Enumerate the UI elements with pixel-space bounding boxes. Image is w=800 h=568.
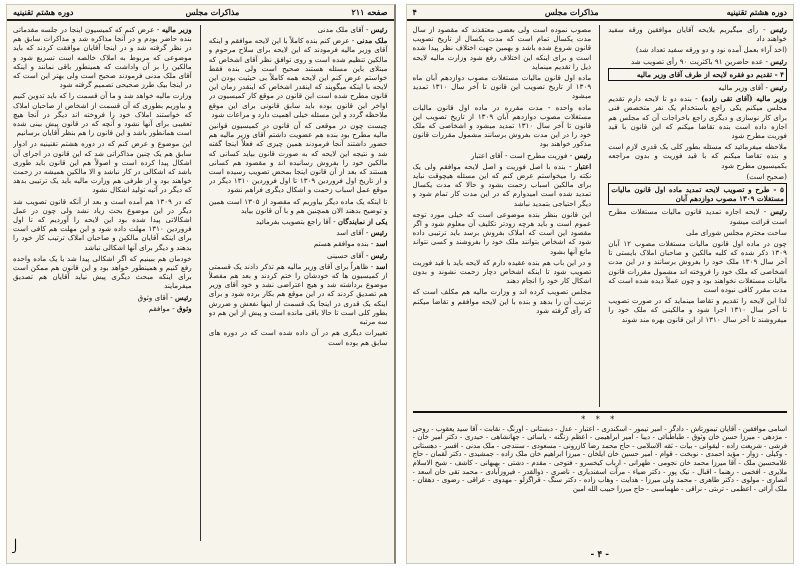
left-page-number: صفحه ۲۱۱ <box>351 7 388 17</box>
paragraph: وزیر مالیه (آقای تقی زاده) - بنده دو تا لایحه دارم تقدیم مجلس میکنم یکی راجع باستخدام یک نفر متخصص فنی برای کار نوسازی و دیگری راجع باخراجات آن که مجلس هم اجازه داده است بنده تقاضا میکنم که این قانون با قید فوریت مطرح شود <box>608 94 787 141</box>
speaker-name: رئیس <box>770 83 787 93</box>
paragraph <box>413 210 592 256</box>
paragraph: رئیس - لایحه اجازه تمدید قانون مالیات مستغلات مطرح است قرائت میشود <box>608 207 787 226</box>
paragraph-text: ماده واحده - مدت مقرره در ماده اول قانون مالیات مستغلات مصوب دوازدهم آبان ۱۳۰۹ از تاریخ تصویب این قانون تا آخر سال ۱۳۱۰ تمدید میشود و اشخاصی که ملک خود را در این مدت بفروش برسانند مشمول مقررات قانون مذکور خواهند بود <box>412 102 592 149</box>
paragraph-text: این موضوع و عرض کنم که در دوره هشتم تقنینیه در ادوار سابق هم یک چنین مذاکراتی شد که این قانون در اجرای آن اشکال پیدا کرده است و اصولاً هم این قانون باید طوری باشد که اشکالی در کار نباشد و الا مالکین همیشه در زحمت خواهند بود و از طرفی هم وزارت مالیه باید یک ترتیبی بدهد که دیگر در آتیه تولید اشکال نشود <box>13 139 192 195</box>
speaker-name: رئیس <box>370 25 388 34</box>
paragraph <box>13 254 192 291</box>
vote-list-section <box>413 411 788 541</box>
paragraph: رئیس - رأی میگیریم بلایحه آقایان موافقین ورقه سفید خواهند داد <box>608 25 787 44</box>
paragraph <box>608 296 787 324</box>
left-page <box>6 4 396 564</box>
speaker-name: رئیس <box>174 292 192 302</box>
paragraph-text: ظاهراً برای آقای وزیر مالیه هم تذکر دادند یک قسمتی از کمیسیون ها که خودشان را ختم کردند و بعد هم مفصلاً موضوع برداشته شد و هیچ اعتراضی نشد و خود آقای وزیر هم تصدیق کردند که در این موقع هم بکار برده شود و برای اینکه یک قدری در اینجا یک قسمت از اینها نفعش و ضررش بطور کلی است تا حالا باقی مانده است و پیش از این هم دو سه مرتبه <box>208 261 388 327</box>
speaker-name: رئیس <box>574 150 592 160</box>
paragraph: یکی از نمایندگان - آقا راجع بتصویب بفرمائید <box>255 217 388 227</box>
paragraph: وزیر مالیه - عرض کنم که کمیسیون اینجا در جلسه مقدماتی بنده حاضر بودم و در آنجا مذاکره شد و مذاکرات سابق هم در نظر گرفته شد و در اینجا آقایان موافقت کردند که باید موضوعی که مربوط به املاک خالصه است تسریع شود و مالکین را بر آن واداشت که همینطور باقی نمانند و اینکه آقای ملک مدنی فرمودند صحیح است ولی بهتر این است که در اینجا بیک طرز صحیحی تصمیم گرفته شود <box>13 25 192 90</box>
paragraph-text: آقای ملک مدنی <box>317 25 364 34</box>
paragraph <box>413 103 592 149</box>
paragraph-text: (صحیح است) <box>746 171 787 181</box>
right-page-columns <box>413 25 788 407</box>
paragraph <box>608 228 787 237</box>
paragraph-text: خودمان هم ببینیم که اگر اشکالی پیدا شد با یک ماده واحده رفع کنیم و همینطور خواهد بود و این قانون هم ممکن است برای اینکه مبحث دیگری پیش نیاید آقایان هم تصدیق میفرمایند <box>13 253 192 291</box>
speaker-name: رئیس <box>370 250 388 260</box>
paragraph-text: رأی میگیریم بلایحه آقایان موافقین ورقه سفید خواهند داد <box>608 25 787 44</box>
paragraph <box>413 25 592 71</box>
section-heading: ۴ - تقدیم دو فقره لایحه از طرف آقای وزیر مالیه <box>608 68 787 81</box>
speaker-name: وزیر مالیه <box>161 25 192 34</box>
section-heading: ۵ - طرح و تصویب لایحه تمدید ماده اول قانون مالیات مستغلات ۱۳۰۹ مصوب دوازدهم آبان <box>608 183 787 205</box>
paragraph: رئیس - آقای حسینی <box>326 250 388 260</box>
paragraph <box>608 239 787 294</box>
paragraph-text: چیست چون در موقعی که آن قانون در کمیسیون قوانین مالیه مطرح بود بنده هم عضویت داشتم آقای وزیر مالیه هم حضور داشتند آنجا فرمودند همین چیزی که فعلاً اینجا گفته شد و نتیجه این لایحه که به صورت قانون بیاید کسانی که مالکین خود را بفروش رسانیده اند و مقصود هم کسانی هستند که بعد از آن قانون اینجا بمحض تصویب رسیده است و از تاریخ اول فروردین ۱۳۰۹ تا اول فروردین ۱۳۱۰ دیگر در موقع عمل اسباب زحمت و اشکال دیگری فراهم نشود <box>208 121 388 195</box>
paragraph: ملک مدنی - عرض کنم بنده کاملاً با این لایحه موافقم و اینکه آقای وزیر مالیه فرمودند که این لایحه برای سلاح مرحوم و مالکین تنظیم شده است و روی توافق نظر آقای اشخاص که مبتلای باین مسئله هستند صحیح است ولی بنده فقط خواستم عرض کنم این لایحه همه کاملاً بی حیثیت بودن این لایحه با اینکه میگویند که اینقدر اشخاص که اینقدر زمان این قانون مطرح شده است این قانون در موقع کار کمیسیون در اواخر این قانون بوده باید سابق قانونی برای این موقع ملاحظه گردد و این مسئله خیلی اهمیت دارد و مراعات شود <box>208 36 388 119</box>
paragraph-text: که در ۱۳۰۹ هم آمده است و بعد از آنکه قانون تصویب شد دیگر در این موضوع بحث زیاد نشد ولی چون در عمل اشکالاتی پیدا شده بود این لایحه را آوردیم که تا اول فروردین ۱۳۱۰ مهلت داده شود و این مهلت هم کافی است برای اینکه آقایان مالکین و صاحبان املاک ترتیب کار خود را بدهند و دیگر برای آنها اشکالی نباشد <box>13 196 192 252</box>
speaker-name: ملک مدنی <box>356 36 388 46</box>
paragraph: رئیس - آقای ملک مدنی <box>317 25 388 34</box>
paragraph: رئیس - فوریت مطرح است - آقای اعتبار <box>470 150 592 160</box>
speaker-name: اسد <box>375 239 388 249</box>
vote-list-text: اسامی موافقین - آقایان تیمورتاش - دادگر - امیر تیمور - اسکندری - اعتبار - عدل - دبستانی - اورنگ - نقابت - آقا سید یعقوب - روحی - مژدهی - میرزا حسن خان وثوق - طباطبائی - دیبا - امیر ابراهیمی - اعظم زنگنه - یاسائی - جهانشاهی - حیدری - دکتر امیر خان - فرشی - شریعت زاده - لیقوانی - بیات - ثقه الاسلامی - حاج محمد رضا کازرونی - مسعودی - سنندجی - ملک مدنی - افسر - دهستانی - وکیلی - زوار - مؤید احمدی - نوبخت - قوام - امیر حسین خان ایلخان - میرزا ابراهیم خان ملک زاده - جمشیدی - دکتر لقمان - حاج غلامحسین ملک - آقا میرزا محمد خان نجومی - طهرانی - ارباب کیخسرو - فتوحی - مقدم - دشتی - بهبهانی - کاشف - شیخ الاسلام ملایری - افخمی - رهنما - اقبال - نیک پور - دکتر ضیاء - مرآت اسفندیاری - ناصری - ذوالقدر - فیروزآبادی - محمد تقی خان اسعد - انصاری - مولوی - دکتر طاهری - محمد ولی میرزا - هدایت - وهاب زاده - دکتر سنگ - قراگزلو - مهدوی - عراقی - رضوی - دهقان - ملک آرائی - اعظمی - تربتی - نراقی - طهماسبی - حاج میرزا حبیب الله امین <box>412 424 787 493</box>
left-page-left-column <box>13 25 192 541</box>
paragraph-text: ساحت محترم مجلس شورای ملی <box>685 227 787 237</box>
right-page-left-column <box>413 25 592 407</box>
paragraph: اسد - ظاهراً برای آقای وزیر مالیه هم تذکر دادند یک قسمتی از کمیسیون ها که خودشان را ختم کردند و بعد هم مفصلاً موضوع برداشته شد و هیچ اعتراضی نشد و خود آقای وزیر هم تصدیق کردند که در این موقع هم بکار برده شود و برای اینکه یک قدری در اینجا یک قسمت از اینها نفعش و ضررش بطور کلی است تا حالا باقی مانده است و پیش از این هم دو سه مرتبه <box>208 261 388 327</box>
paragraph: رئیس - آقای اسد <box>336 228 388 238</box>
right-page-header <box>407 5 794 21</box>
left-page-right-column <box>209 25 388 541</box>
paragraph: رئیس - عده حاضرین ۹۱ باکثریت ۹۰ رأی تصویب شد <box>631 56 787 66</box>
paragraph-text: ماده اول قانون مالیات مستغلات مصوب دوازدهم آبان ماه ۱۳۰۹ از تاریخ تصویب این قانون تا آخر سال ۱۳۱۰ تمدید میشود <box>412 73 592 101</box>
speaker-name: اسد <box>375 261 388 271</box>
paragraph-text: مجلس تصویب کرده اند و وزارت مالیه هم مکلف است که ترتیب آن را بدهد و بنده با این لایحه موافقم و تقاضا میکنم که رأی گرفته شود <box>412 287 592 315</box>
paragraph-text: آقای وثوق <box>137 292 168 302</box>
paragraph <box>413 287 592 315</box>
column-divider <box>200 25 201 541</box>
speaker-name: رئیس <box>770 56 787 66</box>
paragraph-text: بنده دو تا لایحه دارم تقدیم مجلس میکنم یکی راجع باستخدام یک نفر متخصص فنی برای کار نوسازی و دیگری راجع باخراجات آن که مجلس هم اجازه داده است بنده تقاضا میکنم که این قانون با قید فوریت مطرح شود <box>608 94 787 141</box>
right-page-session: دوره هشتم تقنینیه <box>726 7 787 17</box>
section-separator: * * * <box>581 415 619 424</box>
page-footer-number: - ۴ - <box>590 550 610 560</box>
paragraph-text: ملاحظه میفرمائید که مسئله بطور کلی یک قدری لازم است و بنده تقاضا میکنم که با قید فوریت و بدون مراجعه بکمیسیون مطرح شود <box>608 142 787 170</box>
speaker-name: یکی از نمایندگان <box>337 217 388 227</box>
paragraph-text: آقای وزیر مالیه <box>718 83 764 93</box>
paragraph-text: تا اینکه یک ماده دیگر بیاوریم که مقصود از ۱۳۰۵ است همین و توضیح بدهند الان همچنین هم و با آن قانون بیاید <box>208 196 388 215</box>
right-page <box>406 4 795 564</box>
paragraph-text: چون در ماده اول قانون مالیات مستغلات مصوب ۱۲ آبان ۱۳۰۹ ذکر شده که کلیه مالکین و صاحبان املاک بایستی تا آخر سال ۱۳۰۹ ملک خود را بفروش برسانند و در این مدت اشخاصی که ملک خود را فروخته اند مشمول مقررات قانون مالیات مستغلات نخواهند بود و چون عملاً دیده شده است که مدت مقرر کافی نبوده است <box>608 239 787 295</box>
paragraph <box>209 121 388 195</box>
left-page-columns <box>13 25 388 541</box>
right-page-right-column <box>608 25 787 407</box>
paragraph-text: بنده با اصل فوریت و اصل لایحه موافقم ولی یک نکته را میخواستم عرض کنم که این مسئله هیچوقت نباید برای مالکین اسباب زحمت بشود و حالا که مدت یکسال تمدید شده است امیدوارم که در این مدت کار تمام شود و دیگر احتیاجی بتمدید نباشد <box>412 161 592 208</box>
speaker-name: وزیر مالیه (آقای تقی زاده) <box>701 94 787 104</box>
paragraph-text: لایحه اجازه تمدید قانون مالیات مستغلات مطرح است قرائت میشود <box>608 207 787 226</box>
paragraph-text: آقای اسد <box>336 228 364 238</box>
paragraph <box>209 328 388 346</box>
paragraph <box>608 172 787 181</box>
paragraph-text: آقا راجع بتصویب بفرمائید <box>255 217 331 227</box>
paragraph-text: فوریت مطرح است - آقای اعتبار <box>470 150 568 160</box>
left-page-session: دوره هشتم تقنینیه <box>13 7 74 17</box>
speaker-name: رئیس <box>370 228 388 238</box>
paragraph <box>209 197 388 215</box>
paragraph-text: بنده موافقم هستم <box>313 239 369 249</box>
paragraph: وثوق - موافقم <box>148 303 192 313</box>
paragraph <box>413 73 592 101</box>
speaker-name: رئیس <box>770 207 787 217</box>
paragraph <box>413 258 592 286</box>
paragraph-text: مصوب نموده است ولی بعضی معتقدند که مقصود از سال مدت یکسال تمام است که مدت یکسال از تاریخ تصویب قانون شروع شده باشد و بهمین جهت اختلاف نظر پیدا شده است و برای اینکه این اختلاف رفع شود وزارت مالیه لایحه ذیل را تقدیم مینماید <box>412 25 592 71</box>
paragraph-text: لذا این لایحه را تقدیم و تقاضا مینماید که در صورت تصویب تا آخر سال ۱۳۱۰ اجرا شود و مالکینی که ملک خود را میفروشند تا آخر سال ۱۳۱۰ از این قانون بهره مند شوند <box>608 296 787 324</box>
speaker-name: رئیس <box>770 25 787 34</box>
left-page-header <box>7 5 394 21</box>
paragraph-text: عده حاضرین ۹۱ باکثریت ۹۰ رأی تصویب شد <box>631 56 764 66</box>
paragraph <box>13 197 192 252</box>
paragraph-text: آقای حسینی <box>326 250 364 260</box>
paragraph: اسد - بنده موافقم هستم <box>313 239 388 249</box>
paragraph <box>13 91 192 137</box>
binding-bracket-icon: ⎭ <box>11 539 20 553</box>
paragraph <box>608 45 787 54</box>
speaker-name: اعتبار <box>574 161 592 171</box>
paragraph-text: (اخذ آراء بعمل آمده نود و دو ورقه سفید تعداد شد) <box>635 45 787 55</box>
paragraph-text: وزارت مالیه خواهد شد و ما آن قسمت را که باید تدوین کنیم و بیاوریم بطوری که آن قسمت از اشخاص از صاحبان املاک که خواستند املاک خود را فروخته اند دیگر در آنجا هیچ تعقیبی برای آنها نشود و آنچه که در قانون پیش بینی شده است همانطور باشد و این قانون را هم بنظر آقایان برسانیم <box>13 91 192 138</box>
paragraph: رئیس - آقای وزیر مالیه <box>718 83 787 93</box>
paragraph-text: موافقم <box>148 303 170 313</box>
speaker-name: وثوق <box>176 303 192 313</box>
paragraph: اعتبار - بنده با اصل فوریت و اصل لایحه موافقم ولی یک نکته را میخواستم عرض کنم که این مسئله هیچوقت نباید برای مالکین اسباب زحمت بشود و حالا که مدت یکسال تمدید شده است امیدوارم که در این مدت کار تمام شود و دیگر احتیاجی بتمدید نباشد <box>412 161 592 208</box>
column-divider <box>599 25 600 407</box>
paragraph <box>608 142 787 170</box>
right-page-number: ۴ <box>412 7 417 17</box>
paragraph-text: عرض کنم بنده کاملاً با این لایحه موافقم و اینکه آقای وزیر مالیه فرمودند که این لایحه برای سلاح مرحوم و مالکین تنظیم شده است و روی توافق نظر آقای اشخاص که مبتلای باین مسئله هستند صحیح است ولی بنده فقط خواستم عرض کنم این لایحه همه کاملاً بی حیثیت بودن این لایحه با اینکه میگویند که اینقدر اشخاص که اینقدر زمان این قانون مطرح شده است این قانون در موقع کار کمیسیون در اواخر این قانون بوده باید سابق قانونی برای این موقع ملاحظه گردد و این مسئله خیلی اهمیت دارد و مراعات شود <box>208 36 388 119</box>
paragraph: رئیس - آقای وثوق <box>137 292 192 302</box>
paragraph-text: این قانون بنظر بنده موضوعی است که خیلی مورد توجه عموم است و باید هرچه زودتر تکلیف آن معلوم شود و اگر مقصود این است که املاک بفروش برسد باید ترتیبی داده شود که اشخاص بتوانند ملک خود را بفروشند و کسی نتواند مانع آنها بشود <box>412 209 592 256</box>
paragraph <box>13 139 192 194</box>
right-page-title: مذاکرات مجلس <box>544 7 599 17</box>
book-spread <box>6 4 794 564</box>
paragraph-text: تغییرات دیگری هم در آن داده شده است که در دوره های سابق هم بوده است <box>208 328 388 347</box>
paragraph-text: عرض کنم که کمیسیون اینجا در جلسه مقدماتی بنده حاضر بودم و در آنجا مذاکره شد و مذاکرات سابق هم در نظر گرفته شد و در اینجا آقایان موافقت کردند که باید موضوعی که مربوط به املاک خالصه است تسریع شود و مالکین را بر آن واداشت که همینطور باقی نمانند و اینکه آقای ملک مدنی فرمودند صحیح است ولی بهتر این است که در اینجا بیک طرز صحیحی تصمیم گرفته شود <box>13 25 192 90</box>
left-page-title: مذاکرات مجلس <box>185 7 240 17</box>
paragraph-text: و در این باب هم بنده عقیده دارم که لایحه باید با قید فوریت تصویب شود تا اینکه اشخاص دچار زحمت نشوند و بدون اشکال کار خود را انجام دهند <box>412 257 592 286</box>
